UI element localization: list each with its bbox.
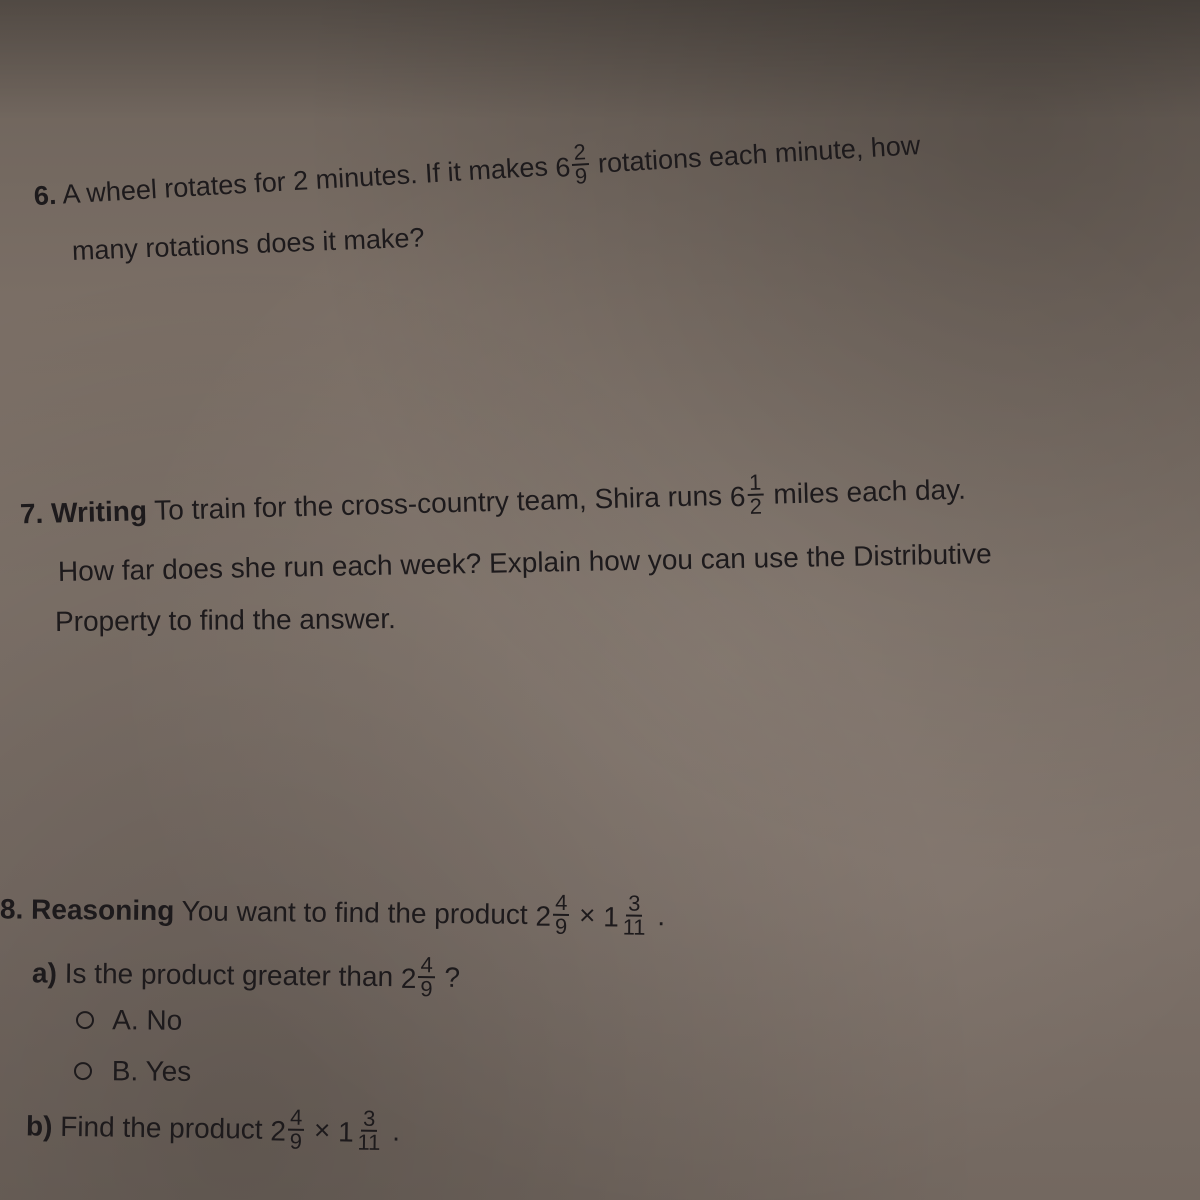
numerator: 4 [553, 892, 570, 916]
problem-8b-line [26, 1105, 401, 1156]
mixed-number [729, 469, 766, 520]
fraction [553, 889, 570, 939]
numerator: 3 [361, 1108, 378, 1132]
problem-text: You want to find the product [181, 895, 528, 930]
denominator: 9 [554, 913, 568, 939]
option-letter: B. [111, 1055, 139, 1087]
denominator: 9 [420, 976, 433, 1002]
whole-part: 2 [400, 962, 417, 995]
mixed-number [270, 1104, 306, 1154]
problem-7-line-1 [19, 468, 966, 539]
option-b[interactable] [74, 1055, 191, 1088]
whole-part: 2 [535, 900, 552, 932]
problem-number: 8. [0, 893, 24, 925]
problem-text: miles each day. [773, 473, 967, 510]
times-sign: × [578, 899, 596, 931]
mixed-number [337, 1105, 385, 1156]
part-text: Find the product [60, 1110, 263, 1145]
problem-text: many rotations does it make? [71, 222, 425, 266]
mixed-number [400, 952, 437, 1002]
whole-part: 6 [554, 151, 572, 183]
problem-7-line-2 [58, 538, 992, 588]
denominator: 2 [749, 493, 763, 519]
page-shadow [0, 0, 1200, 120]
problem-text: A wheel rotates for 2 minutes. If it makes [61, 151, 549, 210]
fraction [571, 141, 590, 188]
fraction [288, 1104, 305, 1154]
numerator: 1 [747, 472, 764, 496]
numerator: 3 [626, 893, 643, 917]
fraction [747, 469, 764, 519]
end-punctuation: . [657, 900, 666, 932]
fraction [621, 890, 648, 940]
numerator: 4 [418, 954, 435, 978]
problem-number: 7. [19, 497, 44, 530]
whole-part: 1 [603, 901, 619, 933]
fraction [355, 1105, 382, 1155]
end-punctuation: . [392, 1115, 401, 1147]
problem-8a-line [32, 952, 461, 1002]
mixed-number [535, 889, 571, 940]
whole-part: 1 [337, 1116, 354, 1148]
fraction [418, 954, 435, 1000]
denominator: 9 [289, 1128, 303, 1154]
times-sign: × [313, 1114, 331, 1146]
radio-bubble-icon[interactable] [74, 1062, 92, 1080]
part-text: Is the product greater than [64, 957, 394, 993]
problem-text: Property to find the answer. [54, 603, 396, 637]
option-text: Yes [145, 1055, 192, 1087]
option-a[interactable] [76, 1004, 183, 1037]
numerator: 4 [288, 1107, 305, 1131]
end-punctuation: ? [444, 961, 461, 993]
mixed-number [603, 890, 650, 940]
problem-tag: Reasoning [30, 893, 175, 927]
numerator: 2 [571, 141, 589, 166]
problem-text: How far does she run each week? Explain how you can use the Distributive [57, 538, 992, 587]
problem-7-line-3 [55, 603, 396, 638]
problem-6-line-2 [71, 222, 425, 267]
denominator: 9 [574, 163, 588, 189]
option-letter: A. [112, 1004, 139, 1036]
denominator: 11 [357, 1129, 381, 1155]
mixed-number [554, 139, 592, 191]
problem-text: To train for the cross-country team, Shira runs [153, 480, 723, 526]
problem-number: 6. [33, 179, 58, 212]
problem-6-line-1 [33, 124, 922, 221]
problem-tag: Writing [50, 495, 148, 529]
part-label: b) [25, 1110, 53, 1142]
problem-text: rotations each minute, how [597, 130, 922, 179]
option-text: No [146, 1004, 183, 1036]
denominator: 11 [622, 914, 646, 940]
whole-part: 6 [729, 481, 746, 513]
problem-8-line-1 [0, 888, 665, 941]
part-label: a) [31, 957, 58, 989]
whole-part: 2 [270, 1115, 287, 1147]
radio-bubble-icon[interactable] [76, 1011, 94, 1029]
